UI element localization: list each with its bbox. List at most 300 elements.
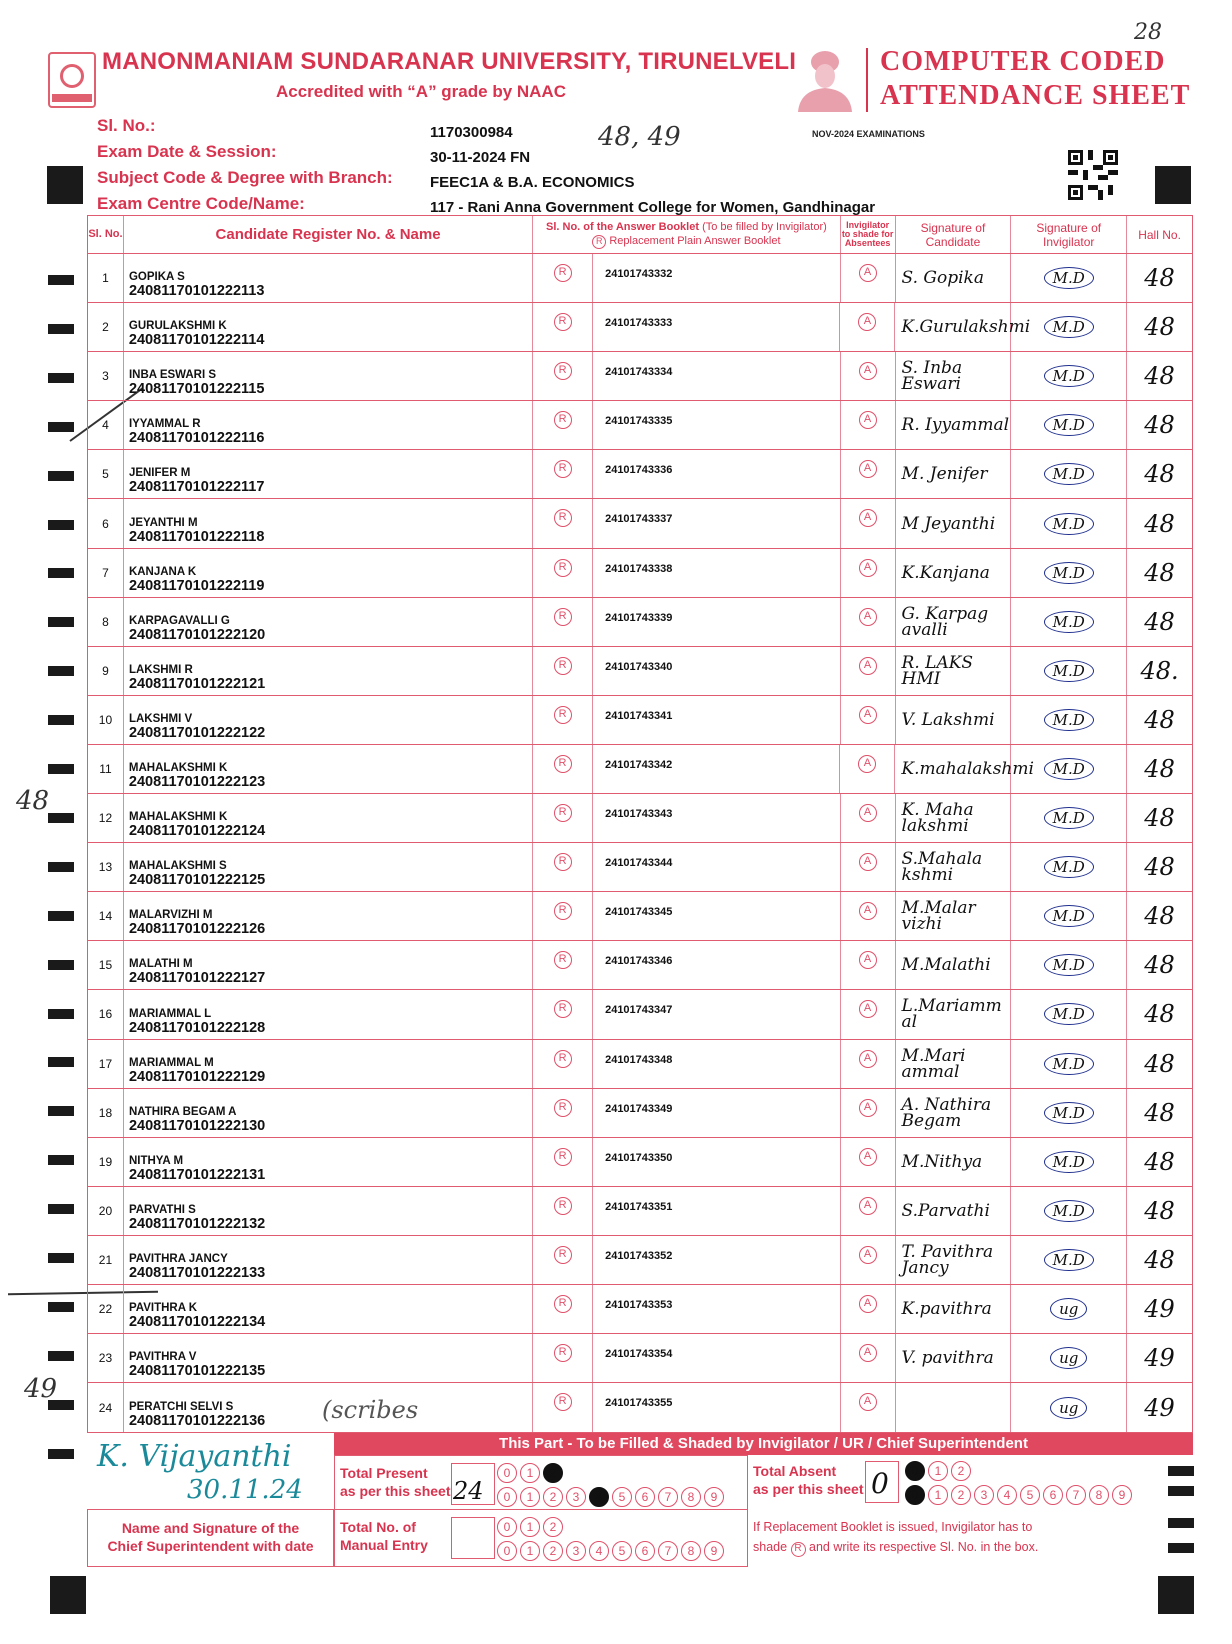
candidate-name: MAHALAKSHMI K bbox=[128, 811, 228, 824]
replacement-bubble[interactable]: R bbox=[554, 902, 572, 920]
booklet-number: 24101743352 bbox=[593, 1236, 841, 1284]
replacement-bubble[interactable]: R bbox=[554, 706, 572, 724]
chief-label-1: Name and Signature of the bbox=[121, 1520, 300, 1536]
digit-bubble[interactable]: 7 bbox=[1066, 1485, 1086, 1505]
table-row bbox=[88, 549, 1192, 598]
invigilator-signature bbox=[1011, 1236, 1127, 1284]
hall-number: 48 bbox=[1144, 705, 1175, 734]
absent-bubble-cell bbox=[840, 745, 895, 793]
candidate-name: KANJANA K bbox=[128, 565, 197, 578]
register-number: 24081170101222118 bbox=[128, 528, 265, 545]
invigilator-initials: M.D bbox=[1044, 562, 1094, 584]
digit-bubble[interactable]: 9 bbox=[704, 1541, 724, 1561]
table-row bbox=[88, 352, 1192, 401]
candidate-name: PAVITHRA V bbox=[128, 1351, 197, 1364]
booklet-number: 24101743344 bbox=[593, 843, 841, 891]
replacement-bubble-cell bbox=[533, 745, 593, 793]
present-units-bubbles[interactable] bbox=[497, 1487, 724, 1507]
title-divider bbox=[866, 48, 868, 112]
table-row bbox=[88, 1285, 1192, 1334]
replacement-bubble-cell bbox=[533, 990, 593, 1038]
centre-value: 117 - Rani Anna Government College for Women, Gandhinagar bbox=[430, 199, 876, 216]
candidate-signature: K.Gurulakshmi bbox=[895, 303, 1011, 351]
hall-number: 48 bbox=[1144, 1147, 1175, 1176]
replacement-bubble-cell bbox=[533, 450, 593, 498]
candidate-name: MARIAMMAL L bbox=[128, 1007, 212, 1020]
invigilator-initials: M.D bbox=[1044, 267, 1094, 289]
candidate-cell bbox=[124, 401, 533, 449]
col-candidate: Candidate Register No. & Name bbox=[124, 216, 533, 253]
replacement-bubble-cell bbox=[533, 1089, 593, 1137]
candidate-name: JEYANTHI M bbox=[128, 516, 198, 529]
invigilator-initials: ug bbox=[1050, 1347, 1087, 1369]
margin-note-48: 48 bbox=[16, 786, 50, 816]
timing-mark bbox=[48, 960, 74, 970]
digit-bubble[interactable]: 5 bbox=[1020, 1485, 1040, 1505]
timing-mark bbox=[48, 715, 74, 725]
hall-number: 48. bbox=[1140, 656, 1179, 685]
candidate-name: MAHALAKSHMI K bbox=[128, 762, 228, 775]
absent-bubble[interactable]: A bbox=[858, 755, 876, 773]
candidate-signature: L.Mariamm al bbox=[896, 990, 1012, 1038]
invigilator-initials: M.D bbox=[1044, 1053, 1094, 1075]
candidate-cell bbox=[124, 843, 533, 891]
booklet-number: 24101743340 bbox=[593, 647, 841, 695]
absent-bubble-cell bbox=[841, 1040, 896, 1088]
digit-bubble[interactable]: 0 bbox=[497, 1487, 517, 1507]
absent-bubble[interactable]: A bbox=[859, 362, 877, 380]
digit-bubble[interactable]: 1 bbox=[520, 1517, 540, 1537]
candidate-name: MALARVIZHI M bbox=[128, 909, 213, 922]
absent-bubble[interactable]: A bbox=[859, 411, 877, 429]
digit-bubble[interactable]: 7 bbox=[658, 1487, 678, 1507]
absent-bubble[interactable]: A bbox=[859, 1246, 877, 1264]
digit-bubble[interactable]: 6 bbox=[635, 1541, 655, 1561]
digit-bubble[interactable]: 6 bbox=[1043, 1485, 1063, 1505]
row-sl-no: 12 bbox=[88, 794, 124, 842]
booklet-number: 24101743355 bbox=[593, 1383, 841, 1432]
absent-bubble-cell bbox=[841, 499, 896, 547]
replacement-bubble[interactable]: R bbox=[554, 1197, 572, 1215]
digit-bubble[interactable]: 7 bbox=[658, 1541, 678, 1561]
replacement-bubble-cell bbox=[533, 647, 593, 695]
candidate-signature: V. pavithra bbox=[896, 1334, 1012, 1382]
register-number: 24081170101222134 bbox=[128, 1314, 266, 1331]
corner-mark bbox=[50, 1576, 86, 1614]
booklet-number: 24101743332 bbox=[593, 254, 841, 302]
hall-number: 48 bbox=[1144, 558, 1175, 587]
timing-mark bbox=[48, 617, 74, 627]
corner-mark bbox=[1155, 166, 1191, 204]
invigilator-signature bbox=[1011, 892, 1127, 940]
table-body bbox=[88, 254, 1192, 1432]
absent-bubble[interactable]: A bbox=[859, 1197, 877, 1215]
replacement-bubble-cell bbox=[533, 843, 593, 891]
digit-bubble[interactable]: 1 bbox=[928, 1485, 948, 1505]
sl-no-value: 1170300984 bbox=[430, 124, 513, 141]
attendance-table bbox=[87, 215, 1193, 1433]
replacement-bubble-cell bbox=[533, 303, 593, 351]
digit-bubble[interactable]: 4 bbox=[589, 1487, 609, 1507]
digit-bubble[interactable]: 8 bbox=[681, 1541, 701, 1561]
absent-bubble[interactable]: A bbox=[859, 1344, 877, 1362]
row-sl-no: 4 bbox=[88, 401, 124, 449]
replacement-bubble-cell bbox=[533, 352, 593, 400]
invigilator-signature bbox=[1011, 450, 1127, 498]
absent-bubble[interactable]: A bbox=[859, 509, 877, 527]
replacement-bubble[interactable]: R bbox=[554, 313, 572, 331]
table-row bbox=[88, 941, 1192, 990]
candidate-cell bbox=[124, 990, 533, 1038]
replacement-bubble[interactable]: R bbox=[554, 1295, 572, 1313]
digit-bubble[interactable]: 0 bbox=[905, 1461, 925, 1481]
absent-bubble-cell bbox=[841, 1285, 896, 1333]
digit-bubble[interactable]: 0 bbox=[905, 1485, 925, 1505]
invigilator-signature bbox=[1011, 549, 1127, 597]
absent-bubble[interactable]: A bbox=[859, 608, 877, 626]
register-number: 24081170101222115 bbox=[128, 381, 265, 398]
invigilator-signature bbox=[1011, 401, 1127, 449]
absent-units-bubbles[interactable] bbox=[905, 1485, 1132, 1505]
row-sl-no: 5 bbox=[88, 450, 124, 498]
invigilator-signature bbox=[1011, 499, 1127, 547]
replacement-bubble[interactable]: R bbox=[554, 1050, 572, 1068]
absent-bubble-cell bbox=[841, 598, 896, 646]
digit-bubble[interactable]: 9 bbox=[704, 1487, 724, 1507]
replacement-bubble[interactable]: R bbox=[554, 1344, 572, 1362]
timing-mark bbox=[48, 1009, 74, 1019]
replacement-bubble[interactable]: R bbox=[554, 559, 572, 577]
absent-bubble[interactable]: A bbox=[859, 804, 877, 822]
table-header bbox=[88, 216, 1192, 254]
digit-bubble[interactable]: 4 bbox=[589, 1541, 609, 1561]
invigilator-signature bbox=[1011, 843, 1127, 891]
row-sl-no: 1 bbox=[88, 254, 124, 302]
absent-bubble[interactable]: A bbox=[859, 1148, 877, 1166]
row-sl-no: 6 bbox=[88, 499, 124, 547]
digit-bubble[interactable]: 5 bbox=[612, 1541, 632, 1561]
register-number: 24081170101222133 bbox=[128, 1264, 266, 1281]
present-tens-bubbles[interactable] bbox=[497, 1463, 563, 1483]
row-sl-no: 16 bbox=[88, 990, 124, 1038]
digit-bubble[interactable]: 1 bbox=[520, 1541, 540, 1561]
footer-band: This Part - To be Filled & Shaded by Invigilator / UR / Chief Superintendent bbox=[334, 1433, 1193, 1455]
candidate-name: NITHYA M bbox=[128, 1154, 184, 1167]
col-absent: Invigilator to shade for Absentees bbox=[841, 216, 896, 253]
total-present-value: 24 bbox=[453, 1477, 484, 1505]
university-name: MANONMANIAM SUNDARANAR UNIVERSITY, TIRUNELVELI bbox=[102, 48, 797, 75]
candidate-cell bbox=[124, 794, 533, 842]
absent-bubble[interactable]: A bbox=[859, 1099, 877, 1117]
register-number: 24081170101222131 bbox=[128, 1166, 266, 1183]
digit-bubble[interactable]: 2 bbox=[543, 1517, 563, 1537]
manual-entry-box[interactable] bbox=[451, 1517, 495, 1559]
col-hall-no: Hall No. bbox=[1138, 227, 1181, 242]
absent-bubble[interactable]: A bbox=[859, 1393, 877, 1411]
timing-mark bbox=[48, 520, 74, 530]
candidate-signature: M Jeyanthi bbox=[896, 499, 1012, 547]
digit-bubble[interactable]: 8 bbox=[681, 1487, 701, 1507]
table-row bbox=[88, 745, 1192, 794]
table-row bbox=[88, 254, 1192, 303]
invigilator-signature bbox=[1011, 696, 1127, 744]
candidate-cell bbox=[124, 450, 533, 498]
row-sl-no: 13 bbox=[88, 843, 124, 891]
replacement-bubble[interactable]: R bbox=[554, 1246, 572, 1264]
invigilator-signature bbox=[1011, 1383, 1127, 1432]
hall-number: 48 bbox=[1144, 1098, 1175, 1127]
row-sl-no: 15 bbox=[88, 941, 124, 989]
digit-bubble[interactable]: 1 bbox=[520, 1487, 540, 1507]
timing-mark bbox=[48, 422, 74, 432]
candidate-name: PARVATHI S bbox=[128, 1203, 196, 1216]
row-sl-no: 23 bbox=[88, 1334, 124, 1382]
replacement-bubble[interactable]: R bbox=[554, 853, 572, 871]
register-number: 24081170101222124 bbox=[128, 823, 266, 840]
table-row bbox=[88, 1334, 1192, 1383]
register-number: 24081170101222128 bbox=[128, 1019, 266, 1036]
booklet-number: 24101743345 bbox=[593, 892, 841, 940]
register-number: 24081170101222125 bbox=[128, 872, 266, 889]
candidate-name: KARPAGAVALLI G bbox=[128, 614, 230, 627]
digit-bubble[interactable]: 1 bbox=[928, 1461, 948, 1481]
invigilator-initials: M.D bbox=[1044, 611, 1094, 633]
absent-bubble-cell bbox=[841, 843, 896, 891]
candidate-signature: G. Karpag avalli bbox=[896, 598, 1012, 646]
chief-label-2: Chief Superintendent with date bbox=[107, 1538, 314, 1554]
row-sl-no: 2 bbox=[88, 303, 124, 351]
candidate-cell bbox=[124, 549, 533, 597]
digit-bubble[interactable]: 4 bbox=[997, 1485, 1017, 1505]
row-sl-no: 20 bbox=[88, 1187, 124, 1235]
absent-bubble-cell bbox=[841, 647, 896, 695]
digit-bubble[interactable]: 5 bbox=[612, 1487, 632, 1507]
table-row bbox=[88, 647, 1192, 696]
absent-bubble-cell bbox=[841, 1236, 896, 1284]
digit-bubble[interactable]: 1 bbox=[520, 1463, 540, 1483]
replacement-bubble[interactable]: R bbox=[554, 460, 572, 478]
digit-bubble[interactable]: 3 bbox=[566, 1541, 586, 1561]
digit-bubble[interactable]: 0 bbox=[497, 1517, 517, 1537]
chief-date: 30.11.24 bbox=[187, 1475, 303, 1505]
table-row bbox=[88, 990, 1192, 1039]
absent-bubble[interactable]: A bbox=[859, 1000, 877, 1018]
absent-bubble[interactable]: A bbox=[859, 1050, 877, 1068]
table-row bbox=[88, 843, 1192, 892]
booklet-number: 24101743342 bbox=[593, 745, 841, 793]
digit-bubble[interactable]: 9 bbox=[1112, 1485, 1132, 1505]
hall-number: 48 bbox=[1144, 951, 1175, 980]
replacement-bubble[interactable]: R bbox=[554, 1099, 572, 1117]
candidate-name: INBA ESWARI S bbox=[128, 369, 217, 382]
replacement-bubble-cell bbox=[533, 1334, 593, 1382]
replacement-bubble[interactable]: R bbox=[554, 362, 572, 380]
absent-bubble-cell bbox=[841, 941, 896, 989]
booklet-number: 24101743333 bbox=[593, 303, 841, 351]
hall-number: 48 bbox=[1144, 804, 1175, 833]
invigilator-signature bbox=[1011, 598, 1127, 646]
hall-number: 48 bbox=[1144, 411, 1175, 440]
digit-bubble[interactable]: 0 bbox=[497, 1463, 517, 1483]
absent-bubble-cell bbox=[840, 303, 895, 351]
invigilator-signature bbox=[1011, 1089, 1127, 1137]
invigilator-signature bbox=[1011, 1138, 1127, 1186]
university-logo bbox=[48, 52, 96, 108]
absent-bubble[interactable]: A bbox=[859, 559, 877, 577]
examinations-label: NOV-2024 EXAMINATIONS bbox=[812, 129, 925, 139]
invigilator-signature bbox=[1011, 941, 1127, 989]
timing-mark bbox=[48, 1302, 74, 1312]
hall-number: 48 bbox=[1144, 1049, 1175, 1078]
absent-tens-bubbles[interactable] bbox=[905, 1461, 971, 1481]
total-absent-label-2: as per this sheet bbox=[753, 1481, 864, 1497]
hall-number: 48 bbox=[1144, 264, 1175, 293]
table-row bbox=[88, 1138, 1192, 1187]
candidate-cell bbox=[124, 1285, 533, 1333]
timing-mark bbox=[48, 1155, 74, 1165]
digit-bubble[interactable]: 2 bbox=[543, 1487, 563, 1507]
timing-mark bbox=[48, 764, 74, 774]
table-row bbox=[88, 598, 1192, 647]
invigilator-signature bbox=[1011, 647, 1127, 695]
register-number: 24081170101222117 bbox=[128, 479, 265, 496]
replacement-bubble-cell bbox=[533, 254, 593, 302]
invigilator-initials: M.D bbox=[1044, 660, 1094, 682]
digit-bubble[interactable]: 3 bbox=[566, 1487, 586, 1507]
absent-bubble[interactable]: A bbox=[859, 264, 877, 282]
timing-mark bbox=[48, 1204, 74, 1214]
corner-mark bbox=[1158, 1576, 1194, 1614]
candidate-signature: S.Parvathi bbox=[896, 1187, 1012, 1235]
replacement-note-2 bbox=[753, 1537, 1038, 1557]
row-sl-no: 11 bbox=[88, 745, 124, 793]
hall-number: 49 bbox=[1144, 1295, 1175, 1324]
replacement-bubble-cell bbox=[533, 794, 593, 842]
digit-bubble[interactable]: 2 bbox=[951, 1461, 971, 1481]
invigilator-signature bbox=[1011, 990, 1127, 1038]
table-row bbox=[88, 499, 1192, 548]
booklet-number: 24101743354 bbox=[593, 1334, 841, 1382]
replacement-bubble-cell bbox=[533, 1187, 593, 1235]
absent-bubble[interactable]: A bbox=[858, 313, 876, 331]
absent-bubble[interactable]: A bbox=[859, 706, 877, 724]
margin-note-49: 49 bbox=[24, 1374, 58, 1404]
booklet-number: 24101743343 bbox=[593, 794, 841, 842]
register-number: 24081170101222123 bbox=[128, 774, 266, 791]
hall-number: 49 bbox=[1144, 1344, 1175, 1373]
digit-bubble[interactable]: 8 bbox=[1089, 1485, 1109, 1505]
replacement-bubble[interactable]: R bbox=[554, 608, 572, 626]
timing-mark bbox=[48, 1253, 74, 1263]
invigilator-initials: M.D bbox=[1044, 513, 1094, 535]
absent-bubble-cell bbox=[841, 892, 896, 940]
absent-bubble[interactable]: A bbox=[859, 853, 877, 871]
manual-tens-bubbles[interactable] bbox=[497, 1517, 563, 1537]
timing-mark bbox=[48, 1106, 74, 1116]
digit-bubble[interactable]: 2 bbox=[951, 1485, 971, 1505]
booklet-number: 24101743348 bbox=[593, 1040, 841, 1088]
candidate-cell bbox=[124, 499, 533, 547]
invigilator-initials: M.D bbox=[1044, 365, 1094, 387]
candidate-signature: K. Maha lakshmi bbox=[896, 794, 1012, 842]
replacement-note-shade: shade bbox=[753, 1540, 788, 1554]
candidate-name: PERATCHI SELVI S bbox=[128, 1401, 234, 1414]
row-sl-no: 8 bbox=[88, 598, 124, 646]
candidate-cell bbox=[124, 941, 533, 989]
absent-bubble[interactable]: A bbox=[859, 1295, 877, 1313]
invigilator-initials: M.D bbox=[1044, 1003, 1094, 1025]
candidate-name: NATHIRA BEGAM A bbox=[128, 1105, 237, 1118]
replacement-bubble[interactable]: R bbox=[554, 755, 572, 773]
replacement-note-rest: and write its respective Sl. No. in the box. bbox=[809, 1540, 1039, 1554]
replacement-bubble[interactable]: R bbox=[554, 1393, 572, 1411]
table-row bbox=[88, 1383, 1192, 1432]
absent-bubble[interactable]: A bbox=[859, 460, 877, 478]
candidate-cell bbox=[124, 352, 533, 400]
register-number: 24081170101222130 bbox=[128, 1117, 266, 1134]
table-row bbox=[88, 892, 1192, 941]
candidate-cell bbox=[124, 1236, 533, 1284]
register-number: 24081170101222135 bbox=[128, 1363, 266, 1380]
invigilator-initials: M.D bbox=[1044, 316, 1094, 338]
table-row bbox=[88, 696, 1192, 745]
replacement-note-icon: R bbox=[791, 1542, 806, 1557]
digit-bubble[interactable]: 3 bbox=[974, 1485, 994, 1505]
sheet-title-line2: ATTENDANCE SHEET bbox=[880, 80, 1191, 111]
hall-number: 48 bbox=[1144, 607, 1175, 636]
replacement-bubble[interactable]: R bbox=[554, 1148, 572, 1166]
candidate-signature: K.pavithra bbox=[896, 1285, 1012, 1333]
digit-bubble[interactable]: 6 bbox=[635, 1487, 655, 1507]
replacement-bubble[interactable]: R bbox=[554, 264, 572, 282]
replacement-bubble[interactable]: R bbox=[554, 411, 572, 429]
row-sl-no: 24 bbox=[88, 1383, 124, 1432]
replacement-bubble-cell bbox=[533, 1040, 593, 1088]
timing-mark bbox=[48, 813, 74, 823]
hall-number: 48 bbox=[1144, 313, 1175, 342]
replacement-bubble[interactable]: R bbox=[554, 804, 572, 822]
accreditation: Accredited with “A” grade by NAAC bbox=[276, 82, 566, 101]
digit-bubble[interactable]: 2 bbox=[543, 1463, 563, 1483]
digit-bubble[interactable]: 2 bbox=[543, 1541, 563, 1561]
candidate-name: GURULAKSHMI K bbox=[128, 320, 227, 333]
sl-no-label: Sl. No.: bbox=[97, 116, 156, 135]
replacement-bubble[interactable]: R bbox=[554, 1000, 572, 1018]
candidate-name: PAVITHRA K bbox=[128, 1302, 198, 1315]
hall-number: 48 bbox=[1144, 460, 1175, 489]
candidate-signature: R. Iyyammal bbox=[896, 401, 1012, 449]
row-sl-no: 3 bbox=[88, 352, 124, 400]
absent-bubble[interactable]: A bbox=[859, 902, 877, 920]
absent-bubble[interactable]: A bbox=[859, 951, 877, 969]
replacement-bubble[interactable]: R bbox=[554, 951, 572, 969]
replacement-bubble[interactable]: R bbox=[554, 509, 572, 527]
register-number: 24081170101222116 bbox=[128, 430, 265, 447]
timing-mark bbox=[48, 862, 74, 872]
row-sl-no: 7 bbox=[88, 549, 124, 597]
candidate-signature: K.mahalakshmi bbox=[895, 745, 1011, 793]
timing-mark bbox=[48, 1351, 74, 1361]
absent-bubble[interactable]: A bbox=[859, 657, 877, 675]
invigilator-initials: M.D bbox=[1044, 807, 1094, 829]
absent-bubble-cell bbox=[841, 1383, 896, 1432]
subject-value: FEEC1A & B.A. ECONOMICS bbox=[430, 174, 635, 191]
manual-units-bubbles[interactable] bbox=[497, 1541, 724, 1561]
digit-bubble[interactable]: 0 bbox=[497, 1541, 517, 1561]
candidate-cell bbox=[124, 1187, 533, 1235]
timing-mark bbox=[48, 275, 74, 285]
replacement-bubble[interactable]: R bbox=[554, 657, 572, 675]
